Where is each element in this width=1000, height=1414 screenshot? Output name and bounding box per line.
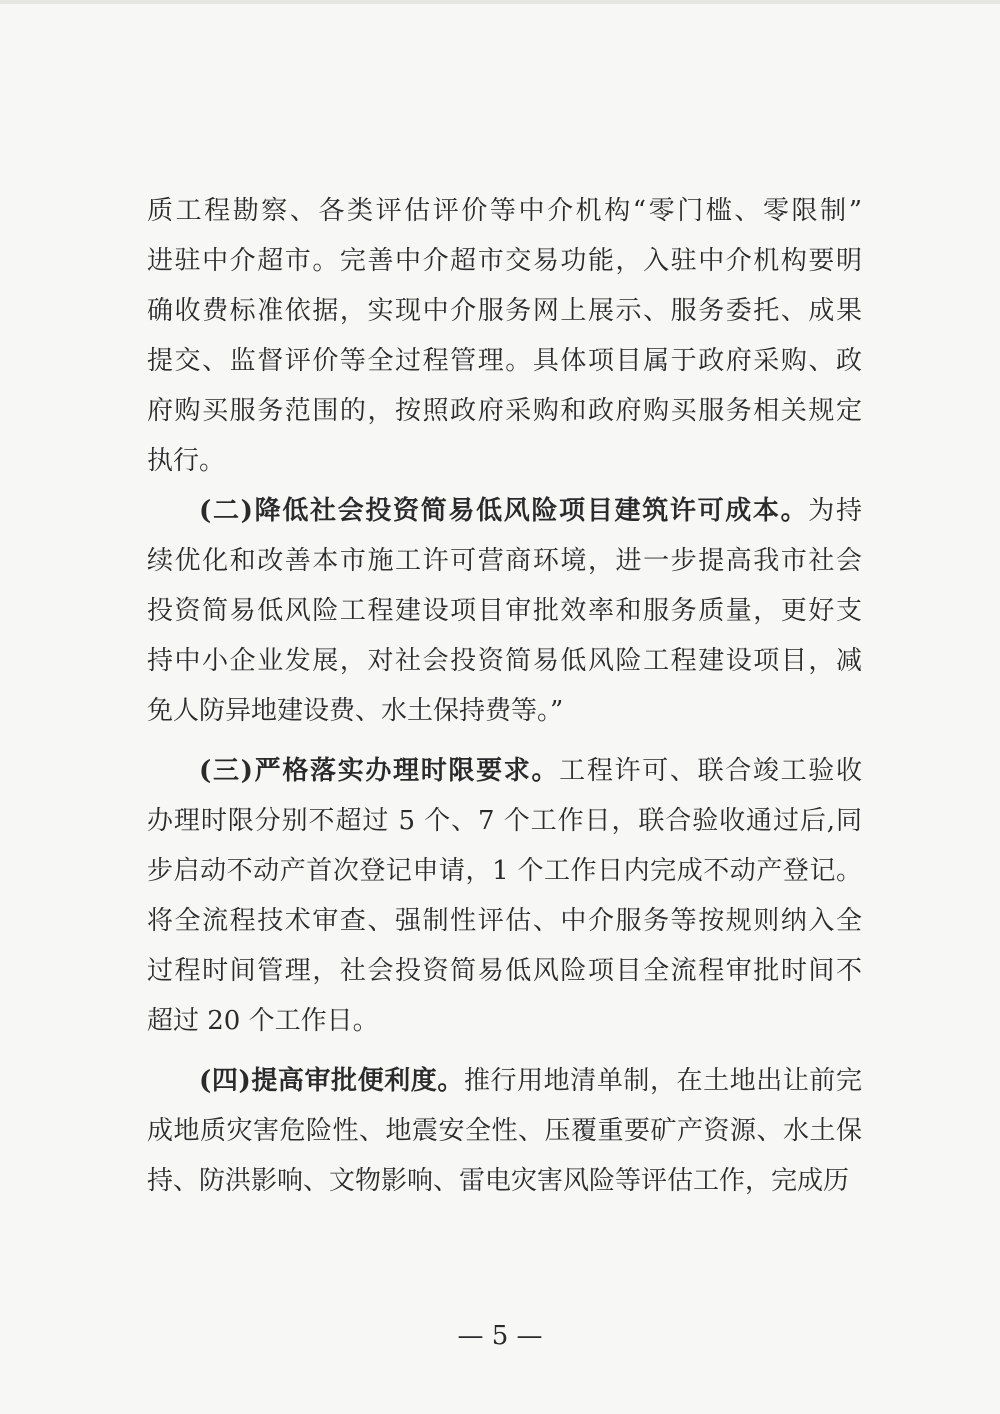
line-text: 持中小企业发展，对社会投资简易低风险工程建设项目，减 [147, 646, 862, 676]
text-line [147, 436, 862, 486]
text-line [147, 896, 862, 946]
text-line [147, 796, 862, 846]
scan-top-edge [0, 0, 1000, 4]
text-line [147, 486, 862, 536]
text-line [147, 686, 862, 736]
paragraph-gap [147, 736, 862, 746]
line-text: 工程许可、联合竣工验收 [559, 756, 862, 786]
text-line [147, 286, 862, 336]
line-text: 执行。 [147, 446, 226, 476]
line-text: 持、防洪影响、文物影响、雷电灾害风险等评估工作，完成历 [147, 1166, 850, 1196]
paragraph [147, 746, 862, 1046]
text-line [147, 1056, 862, 1106]
paragraph [147, 186, 862, 486]
line-text: 续优化和改善本市施工许可营商环境，进一步提高我市社会 [147, 546, 862, 576]
section-heading: (四)提高审批便利度。 [199, 1066, 464, 1096]
text-line [147, 186, 862, 236]
line-text: 确收费标准依据，实现中介服务网上展示、服务委托、成果 [147, 296, 862, 326]
text-line [147, 236, 862, 286]
text-line [147, 336, 862, 386]
line-text: 步启动不动产首次登记申请，1 个工作日内完成不动产登记。 [147, 856, 862, 886]
line-text: 府购买服务范围的，按照政府采购和政府购买服务相关规定 [147, 396, 862, 426]
line-text: 免人防异地建设费、水土保持费等。” [147, 696, 564, 726]
line-text: 进驻中介超市。完善中介超市交易功能，入驻中介机构要明 [147, 246, 862, 276]
line-text: 质工程勘察、各类评估评价等中介机构“零门槛、零限制” [147, 196, 862, 226]
text-line [147, 636, 862, 686]
line-text: 成地质灾害危险性、地震安全性、压覆重要矿产资源、水土保 [147, 1116, 862, 1146]
line-text: 提交、监督评价等全过程管理。具体项目属于政府采购、政 [147, 346, 862, 376]
text-line [147, 386, 862, 436]
text-line [147, 946, 862, 996]
paragraph-gap [147, 1046, 862, 1056]
text-line [147, 996, 862, 1046]
line-text: 为持 [808, 496, 862, 526]
paragraph [147, 1056, 862, 1206]
line-text: 超过 20 个工作日。 [147, 1006, 379, 1036]
page-number: — 5 — [457, 1321, 543, 1351]
section-heading: (二)降低社会投资简易低风险项目建筑许可成本。 [199, 496, 809, 526]
document-body [147, 186, 862, 1206]
line-text: 投资简易低风险工程建设项目审批效率和服务质量，更好支 [147, 596, 862, 626]
line-text: 办理时限分别不超过 5 个、7 个工作日，联合验收通过后,同 [147, 806, 862, 836]
text-line [147, 536, 862, 586]
text-line [147, 1156, 862, 1206]
text-line [147, 586, 862, 636]
paragraph [147, 486, 862, 736]
text-line [147, 846, 862, 896]
line-text: 过程时间管理，社会投资简易低风险项目全流程审批时间不 [147, 956, 862, 986]
text-line [147, 746, 862, 796]
text-line [147, 1106, 862, 1156]
line-text: 将全流程技术审查、强制性评估、中介服务等按规则纳入全 [147, 906, 862, 936]
line-text: 推行用地清单制，在土地出让前完 [463, 1066, 862, 1096]
section-heading: (三)严格落实办理时限要求。 [199, 756, 560, 786]
